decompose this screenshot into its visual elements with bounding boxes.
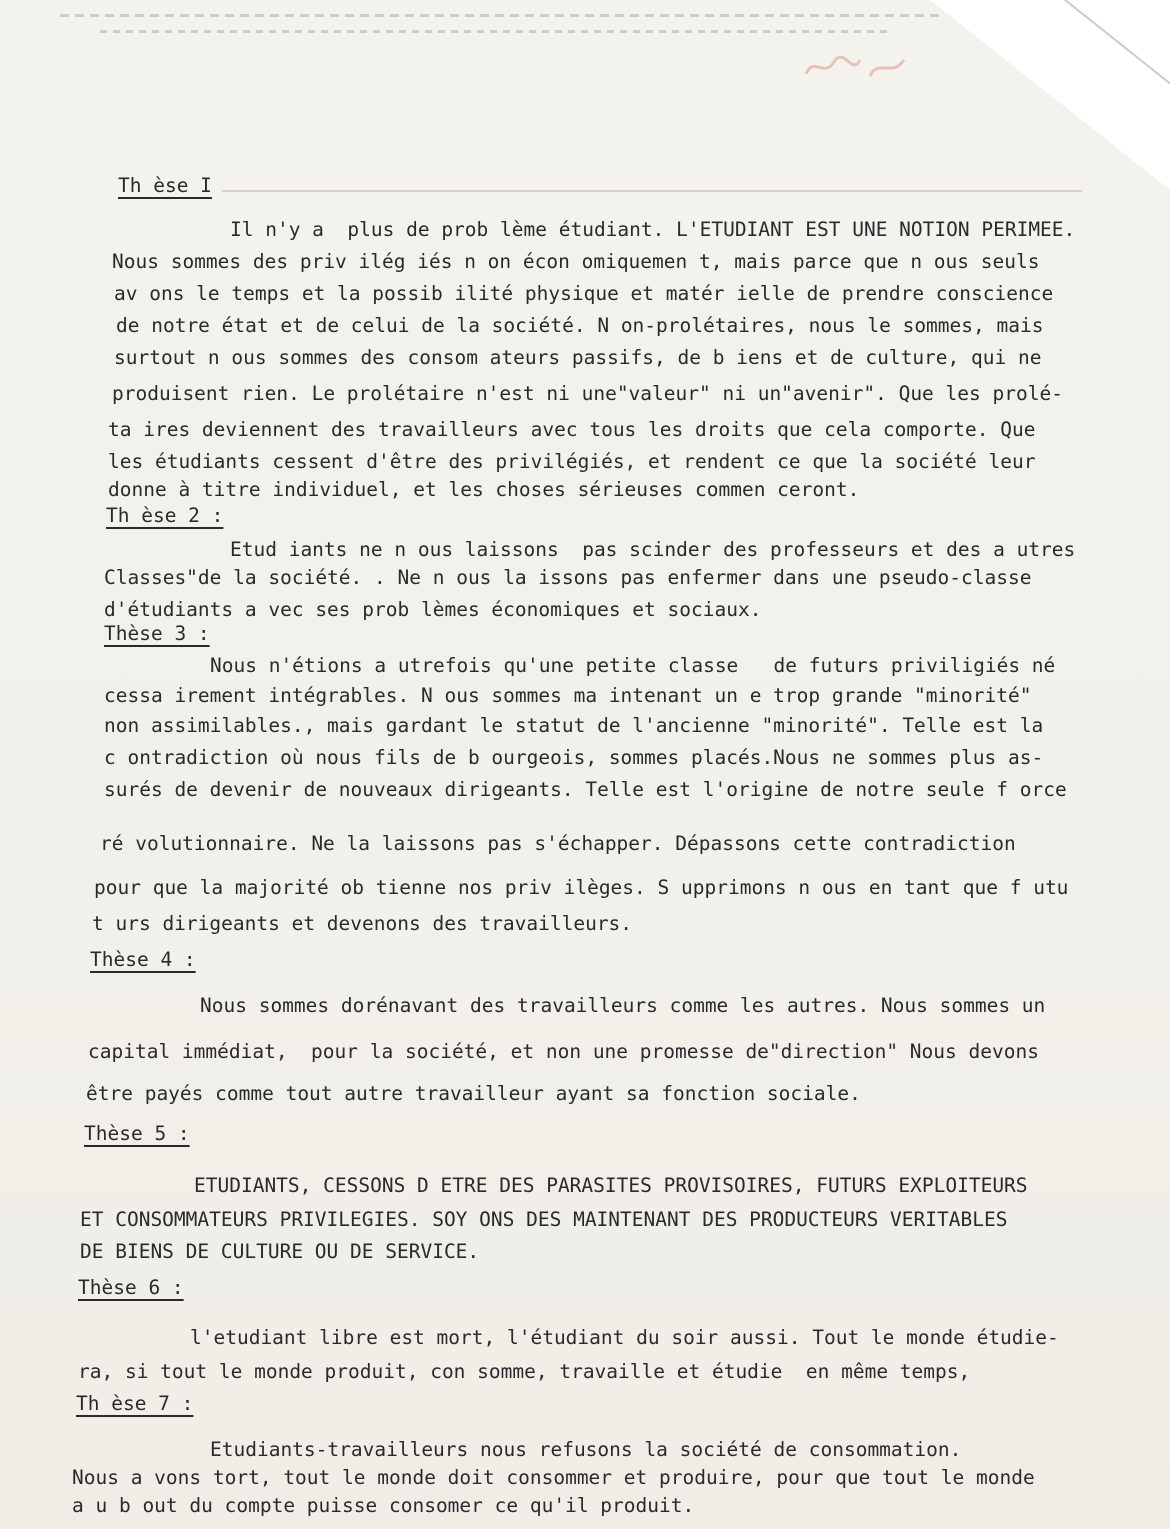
thesis-2-heading: Th èse 2 : bbox=[106, 504, 224, 527]
thesis-2-line-1: Etud iants ne n ous laissons pas scinder des professeurs et des a utres bbox=[230, 538, 1076, 561]
thesis-3-line-2: cessa irement intégrables. N ous sommes ma intenant un e trop grande "minorité" bbox=[104, 684, 1032, 707]
thesis-2-line-2: Classes"de la société. . Ne n ous la issons pas enfermer dans une pseudo-classe bbox=[104, 566, 1032, 589]
thesis-7-line-1: Etudiants-travailleurs nous refusons la société de consommation. bbox=[210, 1438, 962, 1461]
thesis-6-line-2: ra, si tout le monde produit, con somme, travaille et étudie en même temps, bbox=[78, 1360, 971, 1383]
thesis-1-line-7: ta ires deviennent des travailleurs avec tous les droits que cela comporte. Que bbox=[108, 418, 1036, 441]
thesis-5-line-3: DE BIENS DE CULTURE OU DE SERVICE. bbox=[80, 1240, 480, 1263]
thesis-4-line-1: Nous sommes dorénavant des travailleurs comme les autres. Nous sommes un bbox=[200, 994, 1046, 1017]
thesis-2-line-3: d'étudiants a vec ses prob lèmes économiques et sociaux. bbox=[104, 598, 762, 621]
thesis-4-line-3: être payés comme tout autre travailleur ayant sa fonction sociale. bbox=[86, 1082, 861, 1105]
thesis-1-line-6: produisent rien. Le prolétaire n'est ni une"valeur" ni un"avenir". Que les prolé- bbox=[112, 382, 1063, 405]
thesis-7-heading: Th èse 7 : bbox=[76, 1392, 194, 1415]
thesis-1-line-8: les étudiants cessent d'être des privilégiés, et rendent ce que la société leur bbox=[108, 450, 1036, 473]
thesis-6-heading: Thèse 6 : bbox=[78, 1276, 184, 1299]
thesis-5-line-1: ETUDIANTS, CESSONS D ETRE DES PARASITES PROVISOIRES, FUTURS EXPLOITEURS bbox=[194, 1174, 1028, 1197]
thesis-1-line-2: Nous sommes des priv ilég iés n on écon omiquemen t, mais parce que n ous seuls bbox=[112, 250, 1040, 273]
thesis-1-line-3: av ons le temps et la possib ilité physique et matér ielle de prendre conscience bbox=[114, 282, 1054, 305]
thesis-5-line-2: ET CONSOMMATEURS PRIVILEGIES. SOY ONS DES MAINTENANT DES PRODUCTEURS VERITABLES bbox=[80, 1208, 1008, 1231]
faint-rule bbox=[222, 190, 1082, 192]
thesis-1-line-9: donne à titre individuel, et les choses sérieuses commen ceront. bbox=[108, 478, 860, 501]
thesis-1-heading: Th èse I bbox=[118, 174, 212, 197]
thesis-4-heading: Thèse 4 : bbox=[90, 948, 196, 971]
thesis-3-line-5: surés de devenir de nouveaux dirigeants. Telle est l'origine de notre seule f orce bbox=[104, 778, 1067, 801]
thesis-3-line-8: t urs dirigeants et devenons des travailleurs. bbox=[92, 912, 633, 935]
thesis-7-line-2: Nous a vons tort, tout le monde doit consommer et produire, pour que tout le monde bbox=[72, 1466, 1035, 1489]
thesis-6-line-1: l'etudiant libre est mort, l'étudiant du soir aussi. Tout le monde étudie- bbox=[190, 1326, 1059, 1349]
thesis-4-line-2: capital immédiat, pour la société, et non une promesse de"direction" Nous devons bbox=[88, 1040, 1039, 1063]
thesis-7-line-3: a u b out du compte puisse consomer ce qu'il produit. bbox=[72, 1494, 695, 1517]
thesis-3-line-7: pour que la majorité ob tienne nos priv ilèges. S upprimons n ous en tant que f utu bbox=[94, 876, 1069, 899]
thesis-1-line-1: Il n'y a plus de prob lème étudiant. L'ETUDIANT EST UNE NOTION PERIMEE. bbox=[230, 218, 1076, 241]
thesis-3-line-1: Nous n'étions a utrefois qu'une petite classe de futurs priviligiés né bbox=[210, 654, 1056, 677]
thesis-3-line-4: c ontradiction où nous fils de b ourgeois, sommes placés.Nous ne sommes plus as- bbox=[104, 746, 1044, 769]
thesis-1-line-4: de notre état et de celui de la société. N on-prolétaires, nous le sommes, mais bbox=[116, 314, 1044, 337]
thesis-3-line-3: non assimilables., mais gardant le statut de l'ancienne "minorité". Telle est la bbox=[104, 714, 1044, 737]
thesis-3-line-6: ré volutionnaire. Ne la laissons pas s'échapper. Dépassons cette contradiction bbox=[100, 832, 1016, 855]
thesis-3-heading: Thèse 3 : bbox=[104, 622, 210, 645]
thesis-1-line-5: surtout n ous sommes des consom ateurs passifs, de b iens et de culture, qui ne bbox=[114, 346, 1042, 369]
thesis-5-heading: Thèse 5 : bbox=[84, 1122, 190, 1145]
